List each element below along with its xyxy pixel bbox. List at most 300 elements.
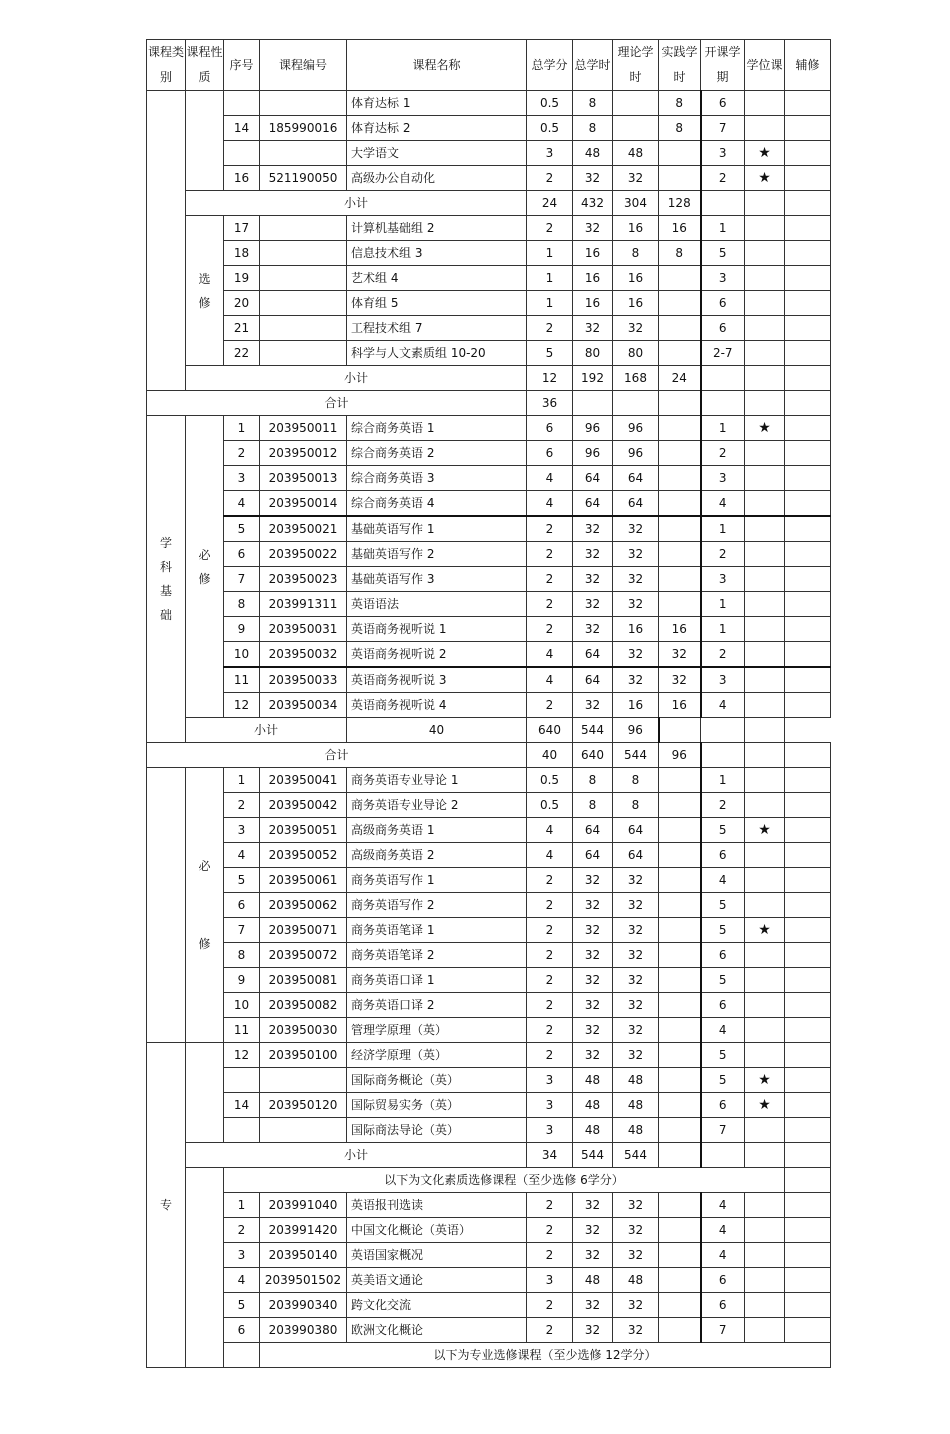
subtotal-label: 合计 (147, 743, 527, 768)
course-schedule (146, 39, 831, 1368)
table-row (147, 667, 831, 693)
cell-credits: 2 (527, 868, 573, 893)
cell-practice: 16 (659, 693, 701, 718)
cell-theory: 16 (613, 693, 659, 718)
cell-credits: 36 (527, 391, 573, 416)
cell-credits: 1 (527, 266, 573, 291)
table-row (147, 567, 831, 592)
cell-semester: 1 (701, 617, 745, 642)
cell-degree (745, 1043, 785, 1068)
cell-minor (785, 617, 831, 642)
table-row (147, 617, 831, 642)
cell-semester: 3 (701, 141, 745, 166)
category-xuekejichu: 学科基础 (147, 416, 186, 743)
cell-semester: 1 (701, 216, 745, 241)
cell-degree (745, 642, 785, 668)
cell-theory: 32 (613, 1243, 659, 1268)
cell-code: 203950062 (260, 893, 347, 918)
cell-code (260, 266, 347, 291)
cell-degree (745, 943, 785, 968)
cell-semester: 3 (701, 466, 745, 491)
cell-seq: 12 (224, 693, 260, 718)
cell-hours: 8 (573, 793, 613, 818)
cell-degree (745, 441, 785, 466)
cell-minor (785, 441, 831, 466)
cell-seq: 4 (224, 843, 260, 868)
cell-credits: 1 (527, 291, 573, 316)
table-row (147, 166, 831, 191)
cell-theory: 544 (613, 1143, 659, 1168)
cell-theory: 8 (613, 768, 659, 793)
cell-degree: ★ (745, 818, 785, 843)
cell-hours: 8 (573, 768, 613, 793)
cell-practice (659, 918, 701, 943)
cell-code: 203950032 (260, 642, 347, 668)
cell-seq: 5 (224, 516, 260, 542)
cell-course-name: 英语商务视听说 3 (347, 667, 527, 693)
cell-course-name: 综合商务英语 2 (347, 441, 527, 466)
cell-practice (659, 542, 701, 567)
table-row (147, 743, 831, 768)
table-row (147, 116, 831, 141)
cell-credits: 0.5 (527, 91, 573, 116)
cell-hours: 32 (573, 993, 613, 1018)
cell-seq: 2 (224, 793, 260, 818)
cell-practice (659, 818, 701, 843)
table-row (147, 642, 831, 668)
cell-practice (659, 1093, 701, 1118)
table-row (147, 441, 831, 466)
cell-seq: 11 (224, 1018, 260, 1043)
cell-practice (659, 843, 701, 868)
cell-theory: 32 (613, 968, 659, 993)
cell-minor (785, 768, 831, 793)
cell-credits: 2 (527, 993, 573, 1018)
cell-minor (785, 91, 831, 116)
cell-seq: 10 (224, 993, 260, 1018)
cell-theory: 32 (613, 542, 659, 567)
cell-minor (785, 1043, 831, 1068)
cell-course-name: 商务英语笔译 1 (347, 918, 527, 943)
cell-seq: 17 (224, 216, 260, 241)
cell-seq: 14 (224, 116, 260, 141)
cell-course-name: 体育达标 2 (347, 116, 527, 141)
cell-seq: 5 (224, 1293, 260, 1318)
cell-credits: 2 (527, 316, 573, 341)
cell-semester: 6 (701, 91, 745, 116)
cell-minor (785, 116, 831, 141)
cell-practice: 8 (659, 91, 701, 116)
header-practice: 实践学时 (659, 40, 701, 91)
cell-credits: 2 (527, 693, 573, 718)
cell-theory: 16 (613, 617, 659, 642)
cell-seq: 4 (224, 491, 260, 517)
cell-hours: 16 (573, 291, 613, 316)
cell-semester: 6 (701, 843, 745, 868)
header-hours: 总学时 (573, 40, 613, 91)
cell-semester: 2 (701, 642, 745, 668)
cell-credits: 0.5 (527, 768, 573, 793)
subtotal-label: 合计 (147, 391, 527, 416)
cell-practice (659, 1193, 701, 1218)
table-row (147, 516, 831, 542)
cell-hours (573, 391, 613, 416)
header-semester: 开课学期 (701, 40, 745, 91)
cell-code: 203950023 (260, 567, 347, 592)
cell-practice (659, 1268, 701, 1293)
cell-minor (785, 993, 831, 1018)
cell-credits: 2 (527, 943, 573, 968)
cell-practice (659, 1243, 701, 1268)
cell-degree (701, 718, 745, 743)
cell-semester (701, 391, 745, 416)
cell-semester: 6 (701, 291, 745, 316)
cell-minor (785, 843, 831, 868)
cell-minor (785, 216, 831, 241)
cell-credits: 2 (527, 893, 573, 918)
cell-hours: 32 (573, 868, 613, 893)
label-xiu: 修 (198, 937, 211, 951)
cell-degree (745, 592, 785, 617)
cell-hours: 32 (573, 1018, 613, 1043)
cell-course-name: 高级商务英语 2 (347, 843, 527, 868)
cell-course-name: 跨文化交流 (347, 1293, 527, 1318)
table-row (147, 592, 831, 617)
cell-course-name: 商务英语口译 1 (347, 968, 527, 993)
cell-semester: 4 (701, 868, 745, 893)
cell-code: 203950051 (260, 818, 347, 843)
cell-minor (785, 1018, 831, 1043)
cell-theory: 32 (613, 1293, 659, 1318)
cell-minor (785, 341, 831, 366)
cell-theory: 48 (613, 1268, 659, 1293)
cell-credits: 12 (527, 366, 573, 391)
cell-hours: 64 (573, 843, 613, 868)
cell-minor (785, 1243, 831, 1268)
cell-seq: 9 (224, 617, 260, 642)
cell-hours: 640 (573, 743, 613, 768)
cell-minor (785, 1143, 831, 1168)
cell-semester: 2 (701, 542, 745, 567)
nature-bi-xiu (186, 768, 224, 1043)
cell-course-name: 艺术组 4 (347, 266, 527, 291)
cell-code: 203950042 (260, 793, 347, 818)
cell-credits: 4 (527, 642, 573, 668)
cell-practice (659, 491, 701, 517)
cell-theory: 32 (613, 592, 659, 617)
cell-theory: 32 (613, 893, 659, 918)
cell-minor (785, 391, 831, 416)
table-row (147, 1018, 831, 1043)
cell-minor (785, 968, 831, 993)
cell-course-name: 大学语文 (347, 141, 527, 166)
header-name: 课程名称 (347, 40, 527, 91)
cell-hours: 32 (573, 893, 613, 918)
cell-semester: 4 (701, 1018, 745, 1043)
cell-degree (745, 116, 785, 141)
cell-course-name: 科学与人文素质组 10-20 (347, 341, 527, 366)
cell-theory: 48 (613, 1068, 659, 1093)
cell-semester: 6 (701, 1093, 745, 1118)
cell-minor (785, 1093, 831, 1118)
cell-semester: 1 (701, 592, 745, 617)
cell-theory: 32 (613, 1018, 659, 1043)
table-row (147, 918, 831, 943)
cell-practice (659, 793, 701, 818)
cell-minor (785, 266, 831, 291)
cell-practice (659, 968, 701, 993)
cell-semester: 4 (701, 1193, 745, 1218)
cell-semester: 4 (701, 1218, 745, 1243)
cell-hours: 32 (573, 516, 613, 542)
cell-degree (745, 1268, 785, 1293)
cell-credits: 2 (527, 1218, 573, 1243)
cell-minor (785, 1193, 831, 1218)
cell-practice (659, 1143, 701, 1168)
cell-degree: ★ (745, 416, 785, 441)
cell-code: 203991040 (260, 1193, 347, 1218)
cell-degree (745, 768, 785, 793)
cell-minor (785, 316, 831, 341)
cell-hours: 16 (573, 241, 613, 266)
cell-degree (745, 191, 785, 216)
cell-course-name: 信息技术组 3 (347, 241, 527, 266)
cell-course-name: 管理学原理（英） (347, 1018, 527, 1043)
cell-course-name: 欧洲文化概论 (347, 1318, 527, 1343)
cell-code: 203950022 (260, 542, 347, 567)
cell-seq: 16 (224, 166, 260, 191)
cell-credits: 2 (527, 617, 573, 642)
cell-hours: 544 (573, 1143, 613, 1168)
cell-semester: 2-7 (701, 341, 745, 366)
category-zhuan: 专 (147, 1043, 186, 1368)
cell-hours: 16 (573, 266, 613, 291)
cell-seq: 3 (224, 1243, 260, 1268)
cell-practice: 8 (659, 241, 701, 266)
cell-code: 203950034 (260, 693, 347, 718)
cell-semester: 3 (701, 667, 745, 693)
cell-course-name: 工程技术组 7 (347, 316, 527, 341)
cell-seq: 11 (224, 667, 260, 693)
cell-semester: 5 (701, 893, 745, 918)
cell-theory: 32 (613, 918, 659, 943)
table-row (147, 1068, 831, 1093)
cell-course-name: 英语国家概况 (347, 1243, 527, 1268)
cell-semester: 7 (701, 1118, 745, 1143)
table-row (147, 366, 831, 391)
cell-theory: 48 (613, 1093, 659, 1118)
cell-semester: 6 (701, 1293, 745, 1318)
cell-code: 203950140 (260, 1243, 347, 1268)
cell-degree (745, 366, 785, 391)
cell-degree (745, 567, 785, 592)
cell-course-name: 经济学原理（英） (347, 1043, 527, 1068)
cell-degree (745, 667, 785, 693)
cell-hours: 32 (573, 166, 613, 191)
cell-semester: 5 (701, 968, 745, 993)
cell-credits: 4 (527, 491, 573, 517)
header-minor: 辅修 (785, 40, 831, 91)
table-row (147, 1243, 831, 1268)
cell-semester: 3 (701, 567, 745, 592)
cell-minor (785, 818, 831, 843)
cell-hours: 192 (573, 366, 613, 391)
cell-minor (785, 667, 831, 693)
cell-minor (785, 1168, 831, 1193)
cell-practice: 96 (613, 718, 659, 743)
cell-course-name: 基础英语写作 3 (347, 567, 527, 592)
cell-code: 203950052 (260, 843, 347, 868)
cell-semester: 2 (701, 441, 745, 466)
cell-minor (785, 416, 831, 441)
cell-code: 203950120 (260, 1093, 347, 1118)
table-row (147, 1293, 831, 1318)
table-row (147, 893, 831, 918)
cell-degree: ★ (745, 918, 785, 943)
cell-degree: ★ (745, 1093, 785, 1118)
cell-course-name: 综合商务英语 1 (347, 416, 527, 441)
cell-theory: 64 (613, 818, 659, 843)
cell-semester: 5 (701, 818, 745, 843)
cell-hours: 48 (573, 1093, 613, 1118)
cell-practice: 16 (659, 617, 701, 642)
cell-credits: 2 (527, 1243, 573, 1268)
cell-theory: 16 (613, 266, 659, 291)
cell-course-name: 国际商法导论（英） (347, 1118, 527, 1143)
category-cell (147, 91, 186, 391)
table-row (147, 316, 831, 341)
table-row (147, 391, 831, 416)
subtotal-label: 小计 (186, 366, 527, 391)
cell-semester: 6 (701, 943, 745, 968)
cell-practice: 8 (659, 116, 701, 141)
cell-theory: 32 (613, 166, 659, 191)
cell-code: 203950081 (260, 968, 347, 993)
cell-code: 203950033 (260, 667, 347, 693)
cell-minor (785, 542, 831, 567)
cell-practice (659, 768, 701, 793)
cell-code (260, 291, 347, 316)
cell-course-name: 体育达标 1 (347, 91, 527, 116)
cell-seq: 12 (224, 1043, 260, 1068)
cell-seq: 6 (224, 893, 260, 918)
header-degree: 学位课 (745, 40, 785, 91)
cell-code: 2039501502 (260, 1268, 347, 1293)
cell-hours: 432 (573, 191, 613, 216)
table-row (147, 1193, 831, 1218)
cell-seq: 2 (224, 441, 260, 466)
cell-credits: 3 (527, 1068, 573, 1093)
cell-degree (745, 743, 785, 768)
cell-hours: 48 (573, 1068, 613, 1093)
cell-hours: 32 (573, 968, 613, 993)
cell-minor (785, 893, 831, 918)
cell-hours: 32 (573, 1193, 613, 1218)
cell-practice (659, 1118, 701, 1143)
cell-theory: 32 (613, 567, 659, 592)
cell-credits: 2 (527, 216, 573, 241)
table-row (147, 768, 831, 793)
cell-semester: 6 (701, 993, 745, 1018)
cell-course-name: 中国文化概论（英语） (347, 1218, 527, 1243)
cell-theory: 32 (613, 868, 659, 893)
cell-code: 203950012 (260, 441, 347, 466)
cell-degree (745, 341, 785, 366)
cell-theory: 32 (613, 1043, 659, 1068)
cell-practice (659, 291, 701, 316)
cell-seq: 3 (224, 818, 260, 843)
cell-degree (745, 291, 785, 316)
cell-semester: 6 (701, 316, 745, 341)
category-cell (147, 768, 186, 1043)
cell-credits: 0.5 (527, 116, 573, 141)
cell-code (260, 316, 347, 341)
cell-hours: 32 (573, 1318, 613, 1343)
table-row (147, 1093, 831, 1118)
cell-theory: 16 (613, 216, 659, 241)
cell-course-name: 英语语法 (347, 592, 527, 617)
cell-course-name: 计算机基础组 2 (347, 216, 527, 241)
cell-minor (785, 592, 831, 617)
cell-course-name: 高级商务英语 1 (347, 818, 527, 843)
cell-minor (785, 743, 831, 768)
cell-degree: ★ (745, 1068, 785, 1093)
cell-seq: 6 (224, 1318, 260, 1343)
note-culture: 以下为文化素质选修课程（至少选修 6学分） (224, 1168, 785, 1193)
cell-theory: 32 (613, 316, 659, 341)
cell-credits: 40 (347, 718, 527, 743)
cell-credits: 2 (527, 166, 573, 191)
cell-course-name: 英语商务视听说 1 (347, 617, 527, 642)
table-row (147, 416, 831, 441)
cell-minor (785, 1068, 831, 1093)
cell-semester: 3 (701, 266, 745, 291)
cell-code: 203991420 (260, 1218, 347, 1243)
cell-credits: 0.5 (527, 793, 573, 818)
table-row (147, 341, 831, 366)
cell-semester (701, 366, 745, 391)
cell-degree (745, 316, 785, 341)
cell-code (260, 1118, 347, 1143)
cell-credits: 2 (527, 542, 573, 567)
cell-practice (659, 516, 701, 542)
cell-course-name: 基础英语写作 2 (347, 542, 527, 567)
label-bi: 必 (198, 859, 211, 873)
cell-seq (224, 141, 260, 166)
table-row (147, 943, 831, 968)
cell-course-name: 综合商务英语 4 (347, 491, 527, 517)
cell-hours: 32 (573, 1218, 613, 1243)
cell-minor (785, 491, 831, 517)
cell-hours: 32 (573, 918, 613, 943)
table-row (147, 693, 831, 718)
cell-seq: 19 (224, 266, 260, 291)
nature-elective: 选修 (186, 216, 224, 366)
cell-code: 203950041 (260, 768, 347, 793)
cell-theory: 32 (613, 667, 659, 693)
cell-credits: 2 (527, 592, 573, 617)
cell-hours: 64 (573, 466, 613, 491)
cell-degree (745, 1293, 785, 1318)
cell-course-name: 综合商务英语 3 (347, 466, 527, 491)
cell-degree (745, 893, 785, 918)
cell-seq: 22 (224, 341, 260, 366)
cell-theory: 8 (613, 793, 659, 818)
cell-credits: 2 (527, 567, 573, 592)
cell-minor (785, 868, 831, 893)
cell-theory: 96 (613, 441, 659, 466)
cell-hours: 32 (573, 617, 613, 642)
